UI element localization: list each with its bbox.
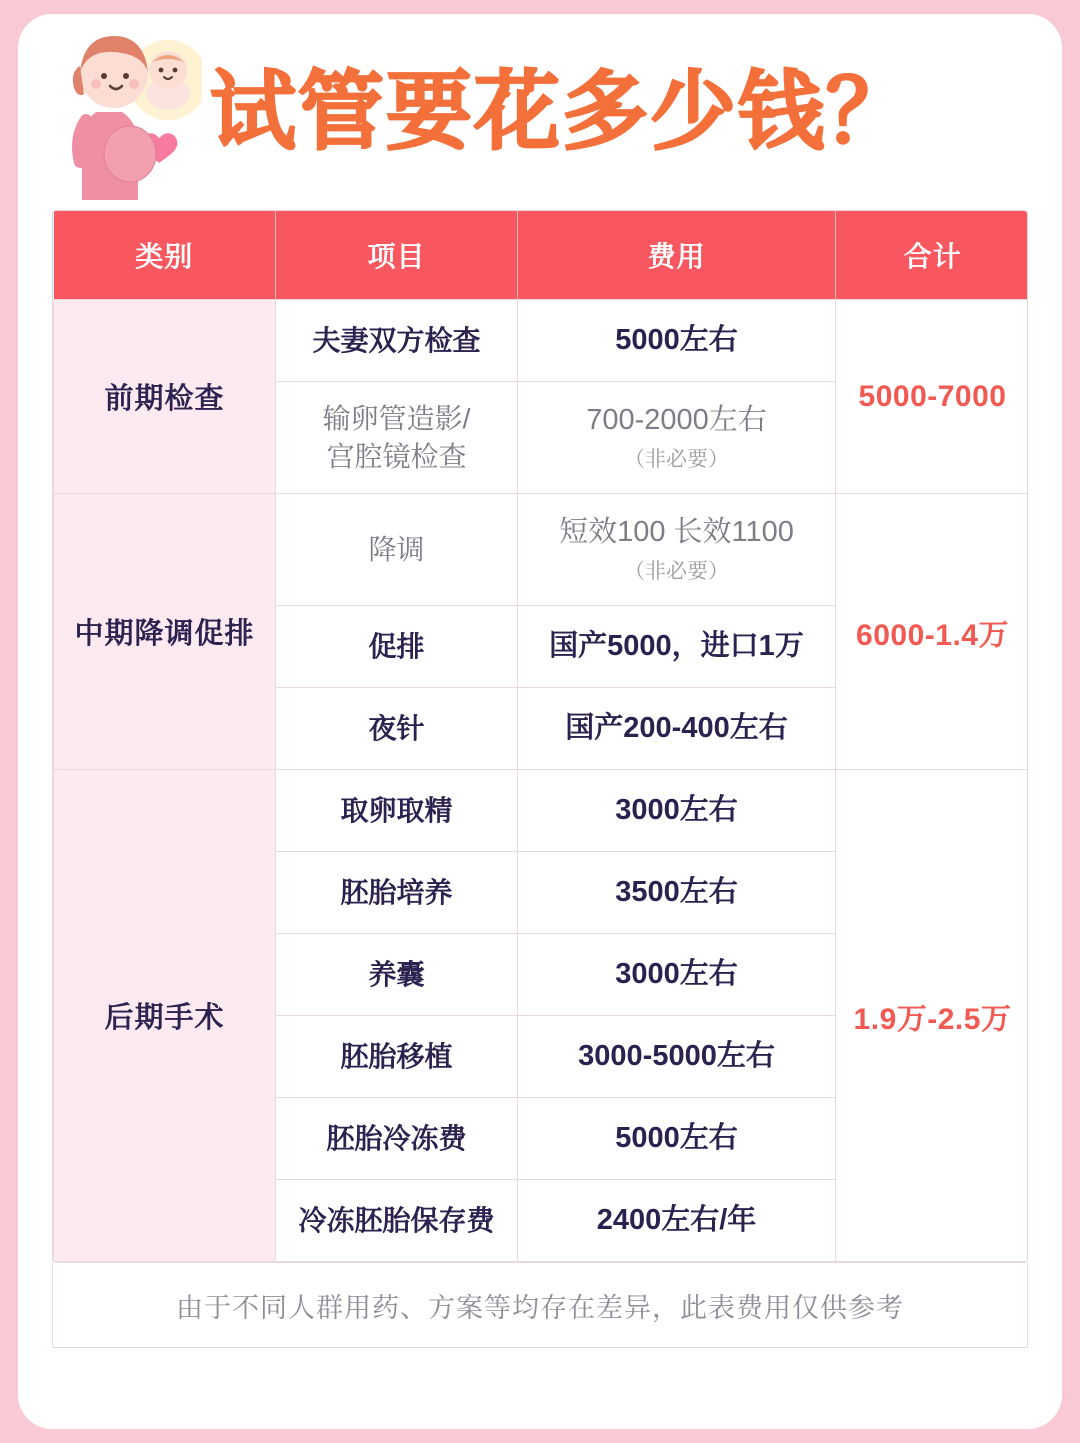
- column-header-total: 合计: [836, 211, 1029, 300]
- fee-cell: 国产200-400左右: [518, 688, 836, 770]
- item-cell: 促排: [276, 606, 518, 688]
- fee-cell: 3000左右: [518, 934, 836, 1016]
- fee-cell: 3500左右: [518, 852, 836, 934]
- category-cell: 中期降调促排: [54, 494, 276, 770]
- fee-cell: 5000左右: [518, 300, 836, 382]
- column-header-fee: 费用: [518, 211, 836, 300]
- page-title: 试管要花多少钱？: [210, 64, 914, 160]
- fee-value: 短效100 长效1100: [559, 516, 794, 548]
- fee-note: （非必要）: [624, 559, 729, 583]
- item-line-2: 宫腔镜检查: [326, 440, 467, 472]
- table-footnote: 由于不同人群用药、方案等均存在差异，此表费用仅供参考: [52, 1263, 1028, 1348]
- table-header-row: [54, 211, 1029, 300]
- item-cell: 胚胎冷冻费: [276, 1098, 518, 1180]
- total-cell: 5000-7000: [836, 300, 1029, 494]
- fee-cell: 3000-5000左右: [518, 1016, 836, 1098]
- poster-card: [18, 14, 1062, 1429]
- fee-cell: 3000左右: [518, 770, 836, 852]
- fee-note: （非必要）: [624, 447, 729, 471]
- item-cell: 养囊: [276, 934, 518, 1016]
- item-cell: 胚胎移植: [276, 1016, 518, 1098]
- fee-cell: [518, 382, 836, 494]
- table-row: [54, 770, 1029, 852]
- item-cell: [276, 382, 518, 494]
- fee-cell: 2400左右/年: [518, 1180, 836, 1262]
- poster-header: [18, 14, 1062, 210]
- cost-table: [52, 210, 1028, 1263]
- fee-cell: [518, 494, 836, 606]
- total-cell: 6000-1.4万: [836, 494, 1029, 770]
- column-header-category: 类别: [54, 211, 276, 300]
- item-cell: 取卵取精: [276, 770, 518, 852]
- item-cell: 夜针: [276, 688, 518, 770]
- fee-cell: 国产5000，进口1万: [518, 606, 836, 688]
- total-cell: 1.9万-2.5万: [836, 770, 1029, 1262]
- fee-cell: 5000左右: [518, 1098, 836, 1180]
- fee-value: 700-2000左右: [586, 404, 767, 436]
- category-cell: 前期检查: [54, 300, 276, 494]
- table-row: [54, 300, 1029, 382]
- item-cell: 胚胎培养: [276, 852, 518, 934]
- column-header-item: 项目: [276, 211, 518, 300]
- pregnant-woman-with-baby-icon: [52, 22, 202, 202]
- table-row: [54, 494, 1029, 606]
- item-cell: 冷冻胚胎保存费: [276, 1180, 518, 1262]
- item-cell: 夫妻双方检查: [276, 300, 518, 382]
- item-cell: 降调: [276, 494, 518, 606]
- category-cell: 后期手术: [54, 770, 276, 1262]
- item-line-1: 输卵管造影/: [322, 402, 471, 434]
